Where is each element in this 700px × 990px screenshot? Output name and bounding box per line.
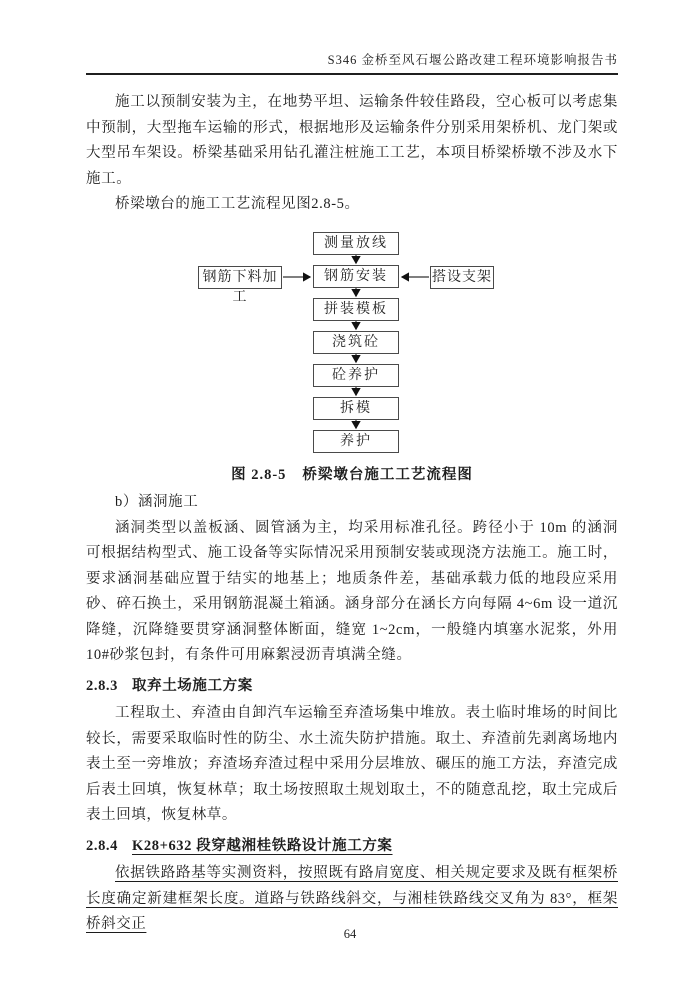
- flowchart-node-scaffolding: 搭设支架: [430, 266, 494, 289]
- flowchart-node-final-curing: 养护: [313, 430, 399, 453]
- report-title: S346 金桥至风石堰公路改建工程环境影响报告书: [327, 53, 618, 67]
- figure-title: 桥梁墩台施工工艺流程图: [302, 466, 473, 483]
- subsection-b-heading: b）涵洞施工: [115, 494, 199, 510]
- paragraph-culvert-construction: 涵洞类型以盖板涵、圆管涵为主，均采用标准孔径。跨径小于 10m 的涵洞可根据结构型式、施工设备等实际情况采用预制安装或现浇方法施工。施工时，要求涵洞基础应置于结实的地基上；地质条件差，基础承载力低的地段应采用砂、碎石换土，采用钢筋混凝土箱涵。涵身部分在涵长方向每隔 4~6m 设一道沉降缝，沉降缝要贯穿涵洞整体断面，缝宽 1~2cm，一般缝内填塞水泥浆，外用 10#砂浆包封，有条件可用麻絮浸沥青填满全缝。: [86, 519, 618, 663]
- flowchart-node-survey-layout: 测量放线: [313, 232, 399, 255]
- section-heading-284: [86, 834, 618, 860]
- paragraph-bridge-construction: 施工以预制安装为主，在地势平坦、运输条件较佳路段，空心板可以考虑集中预制，大型拖车运输的形式，根据地形及运输条件分别采用架桥机、龙门架或大型吊车架设。桥梁基础采用钻孔灌注桩施工工艺，本项目桥梁桥墩不涉及水下施工。: [86, 94, 618, 187]
- flowchart-node-concrete-curing: 砼养护: [313, 364, 399, 387]
- underlined-text: 依据铁路路基等实测资料，按照既有路肩宽度、相关规定要求及既有框架桥长度确定新建框架长度。道路与铁路线斜交，与湘桂铁路线交叉角为 83°，框架桥斜交正: [86, 865, 618, 932]
- flowchart-node-pour-concrete: 浇筑砼: [313, 331, 399, 354]
- flowchart-node-formwork-assembly: 拼装模板: [313, 298, 399, 321]
- section-number: 2.8.4: [86, 837, 118, 854]
- page-number: 64: [343, 927, 357, 941]
- section-heading-283: [86, 674, 618, 700]
- flowchart-bridge-pier-process: [86, 228, 618, 456]
- figure-number: 图 2.8-5: [231, 466, 287, 483]
- paragraph-figure-reference: 桥梁墩台的施工工艺流程见图2.8-5。: [115, 196, 360, 212]
- figure-caption: [86, 463, 618, 489]
- flowchart-node-rebar-cutting: 钢筋下料加工: [198, 266, 282, 289]
- flowchart-node-strip-formwork: 拆模: [313, 397, 399, 420]
- section-title: 取弃土场施工方案: [132, 677, 253, 694]
- section-number: 2.8.3: [86, 677, 118, 694]
- paragraph-spoil-ground: 工程取土、弃渣由自卸汽车运输至弃渣场集中堆放。表土临时堆场的时间比较长，需要采取临时性的防尘、水土流失防护措施。取土、弃渣前先剥离场地内表土至一旁堆放；弃渣场弃渣过程中采用分层堆放、碾压的施工方法，弃渣完成后表土回填，恢复林草；取土场按照取土规划取土，不的随意乱挖，取土完成后表土回填，恢复林草。: [86, 705, 618, 823]
- page-header: [86, 50, 618, 75]
- section-title: K28+632 段穿越湘桂铁路设计施工方案: [132, 837, 393, 854]
- page-body: [86, 90, 618, 938]
- flowchart-node-rebar-install: 钢筋安装: [313, 265, 399, 288]
